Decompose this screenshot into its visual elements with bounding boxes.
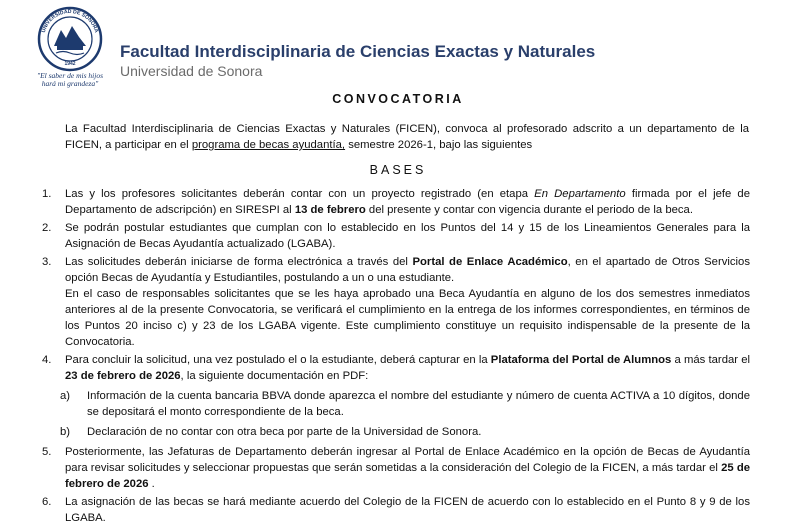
svg-text:1942: 1942	[64, 61, 76, 67]
bases-list	[14, 186, 750, 528]
list-item: 1. Las y los profesores solicitantes deberán contar con un proyecto registrado (en etapa En Departamento firmada por el jefe de Departamento de adscripción) en SIRESPI al 13 de febrero del presente y contar con vigencia durante el periodo de la beca.	[42, 188, 750, 216]
list-item: 2. Se podrán postular estudiantes que cumplan con lo establecido en los Puntos del 14 y 15 de los Lineamientos Generales para la Asignación de Becas Ayudantía actualizado (LGABA).	[42, 222, 750, 250]
intro-paragraph: La Facultad Interdisciplinaria de Ciencias Exactas y Naturales (FICEN), convoca al profesorado adscrito a un departamento de la FICEN, a participar en el programa de becas ayudantía, semestre 2026-1, bajo las siguientes	[65, 123, 749, 151]
item-number: 2.	[42, 222, 52, 234]
svg-text:UNIVERSIDAD DE SONORA: UNIVERSIDAD DE SONORA	[40, 8, 100, 34]
list-item: 4. Para concluir la solicitud, una vez postulado el o la estudiante, deberá capturar en la Plataforma del Portal de Alumnos a más tardar el 23 de febrero de 2026, la siguiente documentación en PDF:	[42, 354, 750, 382]
document-title: CONVOCATORIA	[332, 92, 464, 106]
item-number: 5.	[42, 446, 52, 458]
list-item: 6. La asignación de las becas se hará mediante acuerdo del Colegio de la FICEN de acuerdo con lo establecido en el Punto 8 y 9 de los LGABA.	[42, 496, 750, 524]
university-seal-logo	[30, 6, 110, 90]
sub-item: a) Información de la cuenta bancaria BBVA donde aparezca el nombre del estudiante y número de cuenta ACTIVA a 10 dígitos, donde se depositará el monto correspondiente de la beca.	[60, 390, 750, 418]
seal-emblem-icon	[30, 6, 110, 72]
letterhead	[30, 6, 770, 90]
sub-item-letter: b)	[60, 426, 71, 438]
sub-item-letter: a)	[60, 390, 71, 402]
item-number: 3.	[42, 256, 52, 268]
program-link[interactable]: programa de becas ayudantía,	[191, 139, 346, 151]
university-name: Universidad de Sonora	[120, 63, 263, 79]
bases-heading: BASES	[369, 163, 427, 177]
faculty-name: Facultad Interdisciplinaria de Ciencias Exactas y Naturales	[120, 42, 596, 61]
sub-item: b) Declaración de no contar con otra beca por parte de la Universidad de Sonora.	[60, 426, 482, 438]
item-number: 6.	[42, 496, 52, 508]
list-item: 3. Las solicitudes deberán iniciarse de forma electrónica a través del Portal de Enlace Académico, en el apartado de Otros Servicios opción Becas de Ayudantía y Estudiantiles, postulando a un o una estudiante. En el caso de responsables solicitantes que se les haya aprobado una Beca Ayudantía en alguno de los dos semestres inmediatos anteriores al de la presente Convocatoria, se verificará el cumplimiento en la entrega de los informes correspondientes, en términos de los Puntos 20 inciso c) y 23 de los LGABA vigente. Este cumplimiento constituye un requisito indispensable de la presente de la Convocatoria.	[42, 256, 750, 348]
seal-motto: "El saber de mis hijos hará mi grandeza"	[36, 71, 104, 88]
item-number: 1.	[42, 188, 52, 200]
list-item: 5. Posteriormente, las Jefaturas de Departamento deberán ingresar al Portal de Enlace Académico en la opción de Becas de Ayudantía para revisar solicitudes y seleccionar propuestas que serán sometidas a la consideración del Colegio de la FICEN, a más tardar el 25 de febrero de 2026 .	[42, 446, 751, 490]
item-number: 4.	[42, 354, 52, 366]
